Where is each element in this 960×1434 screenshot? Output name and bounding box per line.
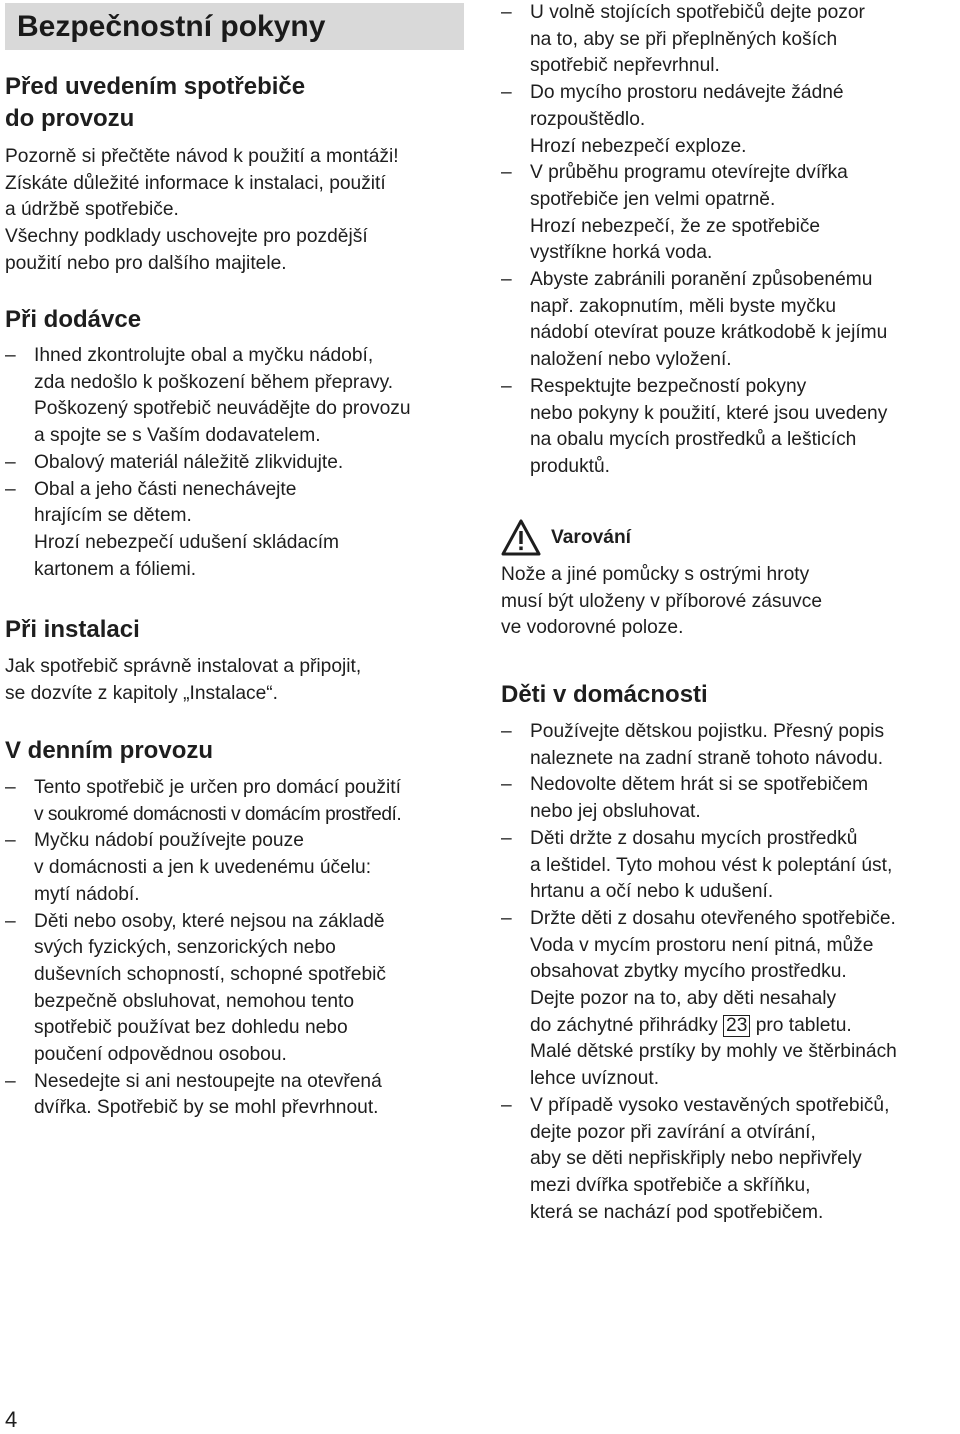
list-item: – Obal a jeho části nenechávejte hrajícím se dětem. Hrozí nebezpečí udušení skládacím kartonem a fóliemi. bbox=[5, 478, 340, 580]
daily-operation-list bbox=[5, 775, 475, 1122]
installation-text bbox=[5, 654, 361, 707]
list-item: – Do mycího prostoru nedávejte žádné rozpouštědlo. Hrozí nebezpečí exploze. bbox=[501, 82, 844, 157]
warning-block bbox=[501, 518, 822, 642]
part-number-badge: 23 bbox=[723, 1015, 750, 1037]
list-item: – Nedovolte dětem hrát si se spotřebičem nebo jej obsluhovat. bbox=[501, 774, 869, 823]
list-item: – U volně stojících spotřebičů dejte pozor na to, aby se při přeplněných koších spotřebič nepřevrhnul. bbox=[501, 2, 865, 77]
warning-triangle-icon bbox=[501, 519, 541, 557]
section-heading: Děti v domácnosti bbox=[501, 681, 708, 708]
list-item: – Držte děti z dosahu otevřeného spotřebiče. Voda v mycím prostoru není pitná, může obsahovat zbytky mycího prostředku. Dejte pozor na to, aby děti nesahaly do záchytné přihrádky 23 pro tabletu. Malé dětské prstíky by mohly ve štěrbinách lehce uvíznout. bbox=[501, 907, 897, 1090]
paragraph: Pozorně si přečtěte návod k použití a montáži! Získáte důležité informace k instalaci, použití a údržbě spotřebiče. Všechny podklady uschovejte pro pozdější použití nebo pro dalšího majitele. bbox=[5, 146, 399, 274]
list-item: – Děti nebo osoby, které nejsou na základě svých fyzických, senzorických nebo duševních schopností, schopné spotřebič bezpečně obsluhovat, nemohou tento spotřebič používat bez dohledu nebo poučení odpovědnou osobou. bbox=[5, 910, 386, 1066]
list-item: – Abyste zabránili poranění způsobenému např. zakopnutím, měli byste myčku nádobí otevírat pouze krátkodobě k jejímu naložení nebo vyložení. bbox=[501, 269, 888, 371]
list-item: – V případě vysoko vestavěných spotřebičů, dejte pozor při zavírání a otvírání, aby se děti nepřiskřiply nebo nepřivřely mezi dvířka spotřebiče a skříňku, která se nachází pod spotřebičem. bbox=[501, 1094, 890, 1223]
section-heading: V denním provozu bbox=[5, 737, 214, 764]
section-before-operation-text bbox=[5, 144, 399, 278]
list-item: – Nesedejte si ani nestoupejte na otevřená dvířka. Spotřebič by se mohl převrhnout. bbox=[5, 1070, 382, 1119]
page-title: Bezpečnostní pokyny bbox=[5, 3, 464, 50]
children-list bbox=[501, 719, 960, 1226]
page-number: 4 bbox=[5, 1407, 18, 1432]
warning-header bbox=[501, 518, 822, 558]
section-children bbox=[501, 680, 708, 710]
list-item: – Ihned zkontrolujte obal a myčku nádobí, zda nedošlo k poškození během přepravy. Poškozený spotřebič neuvádějte do provozu a spojte se s Vaším dodavatelem. bbox=[5, 345, 411, 447]
section-installation bbox=[5, 615, 140, 645]
list-item: – Obalový materiál náležitě zlikvidujte. bbox=[5, 451, 344, 473]
section-heading: Při instalaci bbox=[5, 616, 140, 643]
list-item: – Myčku nádobí používejte pouze v domácnosti a jen k uvedenému účelu: mytí nádobí. bbox=[5, 830, 372, 905]
operation-list-continued bbox=[501, 0, 960, 481]
section-heading: Před uvedením spotřebiče do provozu bbox=[5, 73, 306, 132]
section-daily-operation bbox=[5, 736, 213, 766]
warning-label: Varování bbox=[551, 527, 631, 548]
delivery-list bbox=[5, 343, 475, 583]
section-before-operation bbox=[5, 71, 305, 135]
warning-text: Nože a jiné pomůcky s ostrými hroty musí být uloženy v příborové zásuvce ve vodorovné poloze. bbox=[501, 564, 823, 639]
list-item: – Respektujte bezpečností pokyny nebo pokyny k použití, které jsou uvedeny na obalu mycích prostředků a lešticích produktů. bbox=[501, 375, 888, 477]
section-heading: Při dodávce bbox=[5, 306, 142, 333]
section-delivery bbox=[5, 305, 141, 335]
list-item: – V průběhu programu otevírejte dvířka spotřebiče jen velmi opatrně. Hrozí nebezpečí, že ze spotřebiče vystříkne horká voda. bbox=[501, 162, 848, 264]
list-item: – Používejte dětskou pojistku. Přesný popis naleznete na zadní straně tohoto návodu. bbox=[501, 721, 885, 769]
list-item: – Děti držte z dosahu mycích prostředků a leštidel. Tyto mohou vést k poleptání úst, hrtanu a očí nebo k udušení. bbox=[501, 827, 893, 903]
list-item: – Tento spotřebič je určen pro domácí použití v soukromé domácnosti v domácím prostředí. bbox=[5, 777, 402, 825]
paragraph: Jak spotřebič správně instalovat a připojit, se dozvíte z kapitoly „Instalace“. bbox=[5, 656, 362, 704]
